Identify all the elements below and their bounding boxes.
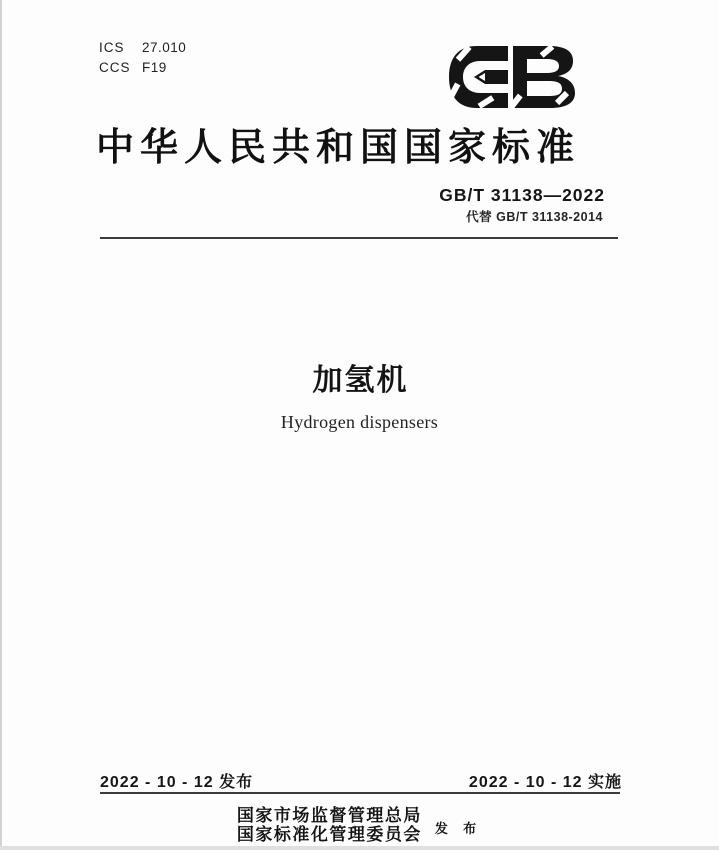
footer-divider-rule xyxy=(100,792,620,794)
scan-edge-bottom xyxy=(0,846,719,850)
issuer-names xyxy=(237,806,422,844)
issuer-line-1: 国家市场监督管理总局 xyxy=(236,806,422,825)
ics-code-row xyxy=(99,38,186,58)
issue-date: 2022 - 10 - 12 发布 xyxy=(100,774,254,791)
standard-number: GB/T 31138—2022 xyxy=(439,185,605,205)
date-row xyxy=(100,769,622,792)
gb-standard-logo-icon xyxy=(447,44,577,110)
issuer-line-2: 国家标准化管理委员会 xyxy=(236,825,422,844)
national-standard-heading: 中华人民共和国国家标准 xyxy=(96,127,581,169)
issue-label: 发 布 xyxy=(434,821,483,836)
ccs-value: F19 xyxy=(142,60,167,75)
replaces-note: 代替 GB/T 31138-2014 xyxy=(466,210,603,224)
issuer-block xyxy=(0,806,719,844)
implementation-date: 2022 - 10 - 12 实施 xyxy=(468,774,622,791)
ics-label: ICS xyxy=(99,40,125,55)
ccs-label: CCS xyxy=(99,60,131,75)
ccs-code-row xyxy=(99,58,186,78)
ics-value: 27.010 xyxy=(142,40,187,55)
classification-codes xyxy=(99,38,186,78)
document-title-en: Hydrogen dispensers xyxy=(280,412,439,432)
document-title-zh: 加氢机 xyxy=(312,364,409,397)
header-divider-rule xyxy=(100,237,618,239)
